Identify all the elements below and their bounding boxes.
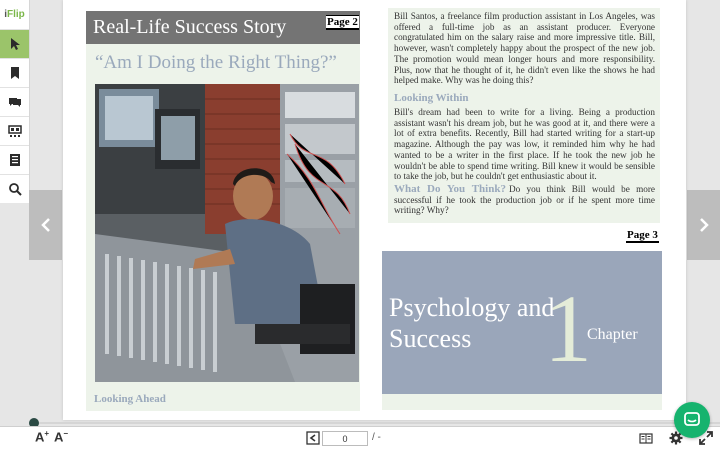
select-tool-button[interactable] bbox=[0, 29, 29, 58]
increase-font-button[interactable]: A+ bbox=[35, 429, 50, 445]
section-heading-looking-within: Looking Within bbox=[394, 92, 469, 104]
story-paragraph-2: Bill's dream had been to write for a living. Being a production assistant wasn't his dream job, but he was good at it, and there were a lot of extra benefits. Recently, Bill had started writing for a start-up magazine. Although the pay was low, it reminded him why he had wanted to be a writer in the first place. If he took the new job he wouldn't be able to spend time writing. Bill knew it would be sensible to take the job, but he couldn't get enthusiastic about it. bbox=[394, 107, 655, 182]
next-page-button[interactable] bbox=[687, 190, 720, 260]
chevron-right-icon bbox=[699, 218, 709, 232]
chapter-number: 1 bbox=[544, 275, 592, 382]
thumbnails-button[interactable] bbox=[0, 116, 29, 145]
progress-track[interactable] bbox=[34, 422, 720, 424]
chapter-strip bbox=[382, 394, 662, 410]
comment-icon bbox=[8, 95, 22, 109]
contents-button[interactable] bbox=[0, 145, 29, 174]
chapter-title: Psychology and Success bbox=[389, 293, 555, 353]
page-number-right: Page 3 bbox=[627, 229, 658, 241]
chat-button[interactable] bbox=[674, 402, 710, 438]
thumbnails-icon bbox=[8, 124, 22, 138]
previous-page-button[interactable] bbox=[29, 190, 62, 260]
bookmark-icon bbox=[8, 66, 22, 80]
story-quote: “Am I Doing the Right Thing?” bbox=[95, 52, 337, 73]
section-footer: Looking Ahead bbox=[94, 393, 166, 405]
chevron-left-icon bbox=[41, 218, 51, 232]
decrease-font-button[interactable]: A− bbox=[54, 429, 69, 445]
cursor-icon bbox=[8, 37, 22, 51]
side-toolbar bbox=[0, 0, 30, 203]
app-logo: i Flip bbox=[4, 9, 25, 20]
story-paragraph-3 bbox=[394, 184, 655, 216]
double-page-view-icon[interactable] bbox=[639, 431, 653, 445]
page-number-left: Page 2 bbox=[327, 16, 358, 28]
question-text: Do you think Bill would be more successful if he took the production job or if he spent more time writing? Why? bbox=[394, 184, 655, 216]
contents-icon bbox=[8, 153, 22, 167]
bookmark-button[interactable] bbox=[0, 58, 29, 87]
chapter-label: Chapter bbox=[587, 326, 638, 343]
comments-button[interactable] bbox=[0, 87, 29, 116]
studio-photo bbox=[95, 84, 359, 382]
search-button[interactable] bbox=[0, 174, 29, 203]
go-back-icon[interactable] bbox=[306, 431, 320, 445]
chat-bubble-icon bbox=[683, 411, 701, 429]
search-icon bbox=[8, 182, 22, 196]
page-title: Real-Life Success Story bbox=[93, 16, 287, 38]
story-paragraph-1: Bill Santos, a freelance film production assistant in Los Angeles, was offered a full-time job as an assistant producer. Everyone congratulated him on the salary raise and more impressive title. Bill, however, wasn't completely happy about the prospect of the new job. The promotion would mean longer hours and more responsibility. Plus, now that he thought of it, he didn't even like the shows he had helped make. Why was he doing this? bbox=[394, 11, 655, 86]
page-number-input[interactable] bbox=[322, 431, 368, 446]
section-heading-what-do-you-think: What Do You Think? bbox=[394, 183, 506, 195]
page-total: / - bbox=[372, 432, 381, 443]
